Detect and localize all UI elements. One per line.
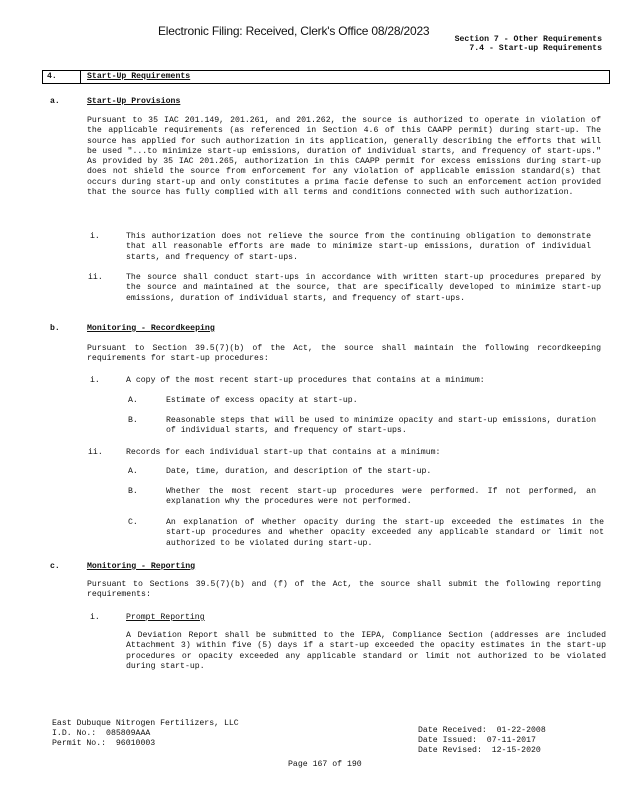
subsection-a-title: Start-Up Provisions <box>87 97 181 106</box>
c-item-i-marker: i. <box>90 613 100 622</box>
a-item-i-marker: i. <box>90 232 100 241</box>
b-ii-sub-b-marker: B. <box>128 487 138 496</box>
electronic-filing-stamp: Electronic Filing: Received, Clerk's Office 08/28/2023 <box>158 24 430 38</box>
footer-date-received: Date Received: 01-22-2008 <box>418 726 546 735</box>
b-ii-sub-b-text: Whether the most recent start-up procedures were performed. If not performed, an explanation why the procedures were not performed. <box>166 487 596 507</box>
a-item-ii-marker: ii. <box>88 273 103 282</box>
section-number: 4. <box>43 71 81 83</box>
section-header-line1: Section 7 - Other Requirements <box>454 35 602 44</box>
footer-id-number: I.D. No.: 085809AAA <box>52 729 151 738</box>
b-i-sub-b-marker: B. <box>128 416 138 425</box>
subsection-b-marker: b. <box>50 324 60 333</box>
section-title: Start-Up Requirements <box>87 72 191 81</box>
b-ii-sub-c-text: An explanation of whether opacity during the start-up exceeded the estimates in the start-up procedures and whether opacity exceeded any applicable standard or limit not authorized to be violated during start-up. <box>166 518 604 548</box>
subsection-c-marker: c. <box>50 562 60 571</box>
footer-permit-number: Permit No.: 96010003 <box>52 739 156 748</box>
b-i-sub-a-marker: A. <box>128 396 138 405</box>
a-item-ii-text: The source shall conduct start-ups in accordance with written start-up procedures prepared by the source and maintained at the source, that are specifically developed to minimize start-up emissions, duration of individual starts, and frequency of start-ups. <box>126 273 601 303</box>
subsection-a-marker: a. <box>50 97 60 106</box>
b-i-sub-a-text: Estimate of excess opacity at start-up. <box>166 396 358 405</box>
b-ii-sub-a-marker: A. <box>128 467 138 476</box>
a-item-i-text: This authorization does not relieve the source from the continuing obligation to demonstrate that all reasonable efforts are made to minimize start-up emissions, duration of individual starts, and frequency of start-ups. <box>126 232 591 262</box>
footer-date-revised: Date Revised: 12-15-2020 <box>418 746 541 755</box>
section-header-line2: 7.4 - Start-up Requirements <box>469 44 602 53</box>
b-item-ii-text: Records for each individual start-up that contains at a minimum: <box>126 448 441 457</box>
footer-date-issued: Date Issued: 07-11-2017 <box>418 736 536 745</box>
page-number: Page 167 of 190 <box>288 760 362 769</box>
subsection-b-title: Monitoring - Recordkeeping <box>87 324 215 333</box>
section-title-box <box>42 70 610 84</box>
b-ii-sub-c-marker: C. <box>128 518 138 527</box>
subsection-c-paragraph: Pursuant to Sections 39.5(7)(b) and (f) of the Act, the source shall submit the following reporting requirements: <box>87 580 601 600</box>
subsection-b-paragraph: Pursuant to Section 39.5(7)(b) of the Act, the source shall maintain the following recordkeeping requirements for start-up procedures: <box>87 344 601 364</box>
b-ii-sub-a-text: Date, time, duration, and description of the start-up. <box>166 467 432 476</box>
subsection-a-paragraph: Pursuant to 35 IAC 201.149, 201.261, and 201.262, the source is authorized to operate in violation of the applicable requirements (as referenced in Section 4.6 of this CAAPP permit) during start-up. The source has applied for such authorization in its application, generally describing the efforts that will be used "...to minimize start-up emissions, duration of individual starts, and frequency of start-ups." As provided by 35 IAC 201.265, authorization in this CAAPP permit for excess emissions during start-up does not shield the source from enforcement for any violation of applicable emission standard(s) that occurs during start-up and only constitutes a prima facie defense to such an enforcement action provided that the source has fully complied with all terms and conditions connected with such authorization. <box>87 116 601 198</box>
b-item-i-marker: i. <box>90 376 100 385</box>
b-item-ii-marker: ii. <box>88 448 103 457</box>
subsection-c-title: Monitoring - Reporting <box>87 562 196 571</box>
b-i-sub-b-text: Reasonable steps that will be used to minimize opacity and start-up emissions, duration of individual starts, and frequency of start-ups. <box>166 416 596 436</box>
c-item-i-text: A Deviation Report shall be submitted to the IEPA, Compliance Section (addresses are included Attachment 3) within five (5) days if a start-up exceeded the opacity estimates in the start-up procedures or opacity exceeded any applicable standard or limit not authorized to be violated during start-up. <box>126 631 606 671</box>
footer-company: East Dubuque Nitrogen Fertilizers, LLC <box>52 719 239 728</box>
c-item-i-title: Prompt Reporting <box>126 613 205 622</box>
b-item-i-text: A copy of the most recent start-up procedures that contains at a minimum: <box>126 376 485 385</box>
